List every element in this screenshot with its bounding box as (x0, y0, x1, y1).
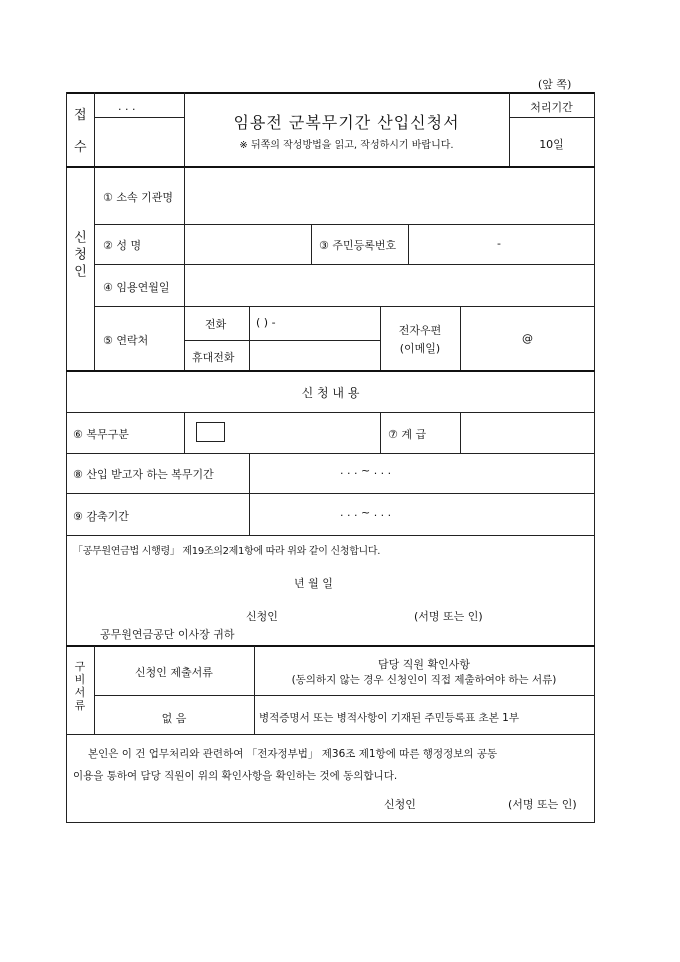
phone-input[interactable]: ( ) - (256, 316, 276, 329)
email-input[interactable]: @ (522, 332, 533, 345)
phone-label: 전화 (205, 318, 227, 331)
service-type-label: ⑥ 복무구분 (73, 428, 129, 441)
receipt-label-bottom: 수 (74, 140, 87, 155)
consent-line-1: 본인은 이 건 업무처리와 관련하여 「전자정부법」 제36조 제1항에 따른 행정정보의 공동 (88, 748, 498, 760)
documents-label-char: 비 (74, 673, 86, 686)
name-label: ② 성 명 (103, 239, 142, 252)
email-label-2: (이메일) (399, 342, 441, 355)
service-type-checkbox[interactable] (196, 422, 225, 442)
addressee: 공무원연금공단 이사장 귀하 (100, 628, 235, 641)
verify-header-2: (동의하지 않는 경우 신청인이 직접 제출하여야 하는 서류) (291, 674, 557, 686)
applicant-section-label (66, 230, 94, 281)
reduction-period-input[interactable]: . . . ~ . . . (340, 506, 392, 519)
receipt-date-field[interactable]: . . . (118, 100, 136, 113)
form-instruction: ※ 뒤쪽의 작성방법을 읽고, 작성하시기 바랍니다. (239, 140, 454, 151)
appointment-date-label: ④ 임용연월일 (103, 281, 170, 294)
consent-line-2: 이용을 통하여 담당 직원이 위의 확인사항을 확인하는 것에 동의합니다. (73, 770, 398, 782)
documents-section-label (66, 660, 94, 712)
reduction-period-label: ⑨ 감축기간 (73, 510, 129, 523)
documents-label-char: 류 (74, 699, 86, 712)
mobile-input[interactable] (250, 341, 379, 370)
declaration-date[interactable]: 년 월 일 (294, 577, 333, 590)
content-header: 신 청 내 용 (301, 386, 360, 400)
verify-docs-value: 병적증명서 또는 병적사항이 기재된 주민등록표 초본 1부 (259, 712, 519, 724)
declaration-signature[interactable]: (서명 또는 인) (414, 610, 483, 623)
contact-label: ⑤ 연락처 (103, 334, 149, 347)
email-label-1: 전자우편 (398, 324, 442, 337)
verify-header-1: 담당 직원 확인사항 (377, 658, 470, 671)
name-input[interactable] (185, 225, 310, 263)
declaration-applicant-label: 신청인 (246, 610, 278, 623)
rrn-label: ③ 주민등록번호 (319, 239, 397, 252)
service-period-input[interactable]: . . . ~ . . . (340, 464, 392, 477)
org-input[interactable] (185, 167, 593, 223)
consent-signature[interactable]: (서명 또는 인) (508, 798, 577, 811)
submit-docs-value: 없 음 (161, 712, 187, 725)
declaration-text: 「공무원연금법 시행령」 제19조의2제1항에 따라 위와 같이 신청합니다. (73, 546, 381, 557)
rrn-input[interactable]: - (497, 237, 501, 250)
rank-label: ⑦ 계 급 (388, 428, 427, 441)
rank-input[interactable] (461, 413, 593, 452)
mobile-label: 휴대전화 (192, 351, 235, 364)
processing-period-label: 처리기간 (530, 101, 573, 114)
processing-period-value: 10일 (539, 138, 564, 151)
applicant-section-text: 신청인 (71, 230, 86, 281)
appointment-date-input[interactable] (185, 265, 593, 305)
form-title: 임용전 군복무기간 산입신청서 (233, 113, 460, 132)
service-period-label: ⑧ 산입 받고자 하는 복무기간 (73, 468, 214, 481)
documents-label-char: 서 (74, 686, 86, 699)
consent-applicant-label: 신청인 (384, 798, 416, 811)
org-label: ① 소속 기관명 (103, 191, 173, 204)
submit-docs-header: 신청인 제출서류 (135, 666, 213, 679)
documents-label-char: 구 (74, 660, 86, 673)
receipt-label-top: 접 (74, 108, 87, 123)
page-side-label: (앞 쪽) (538, 78, 572, 91)
